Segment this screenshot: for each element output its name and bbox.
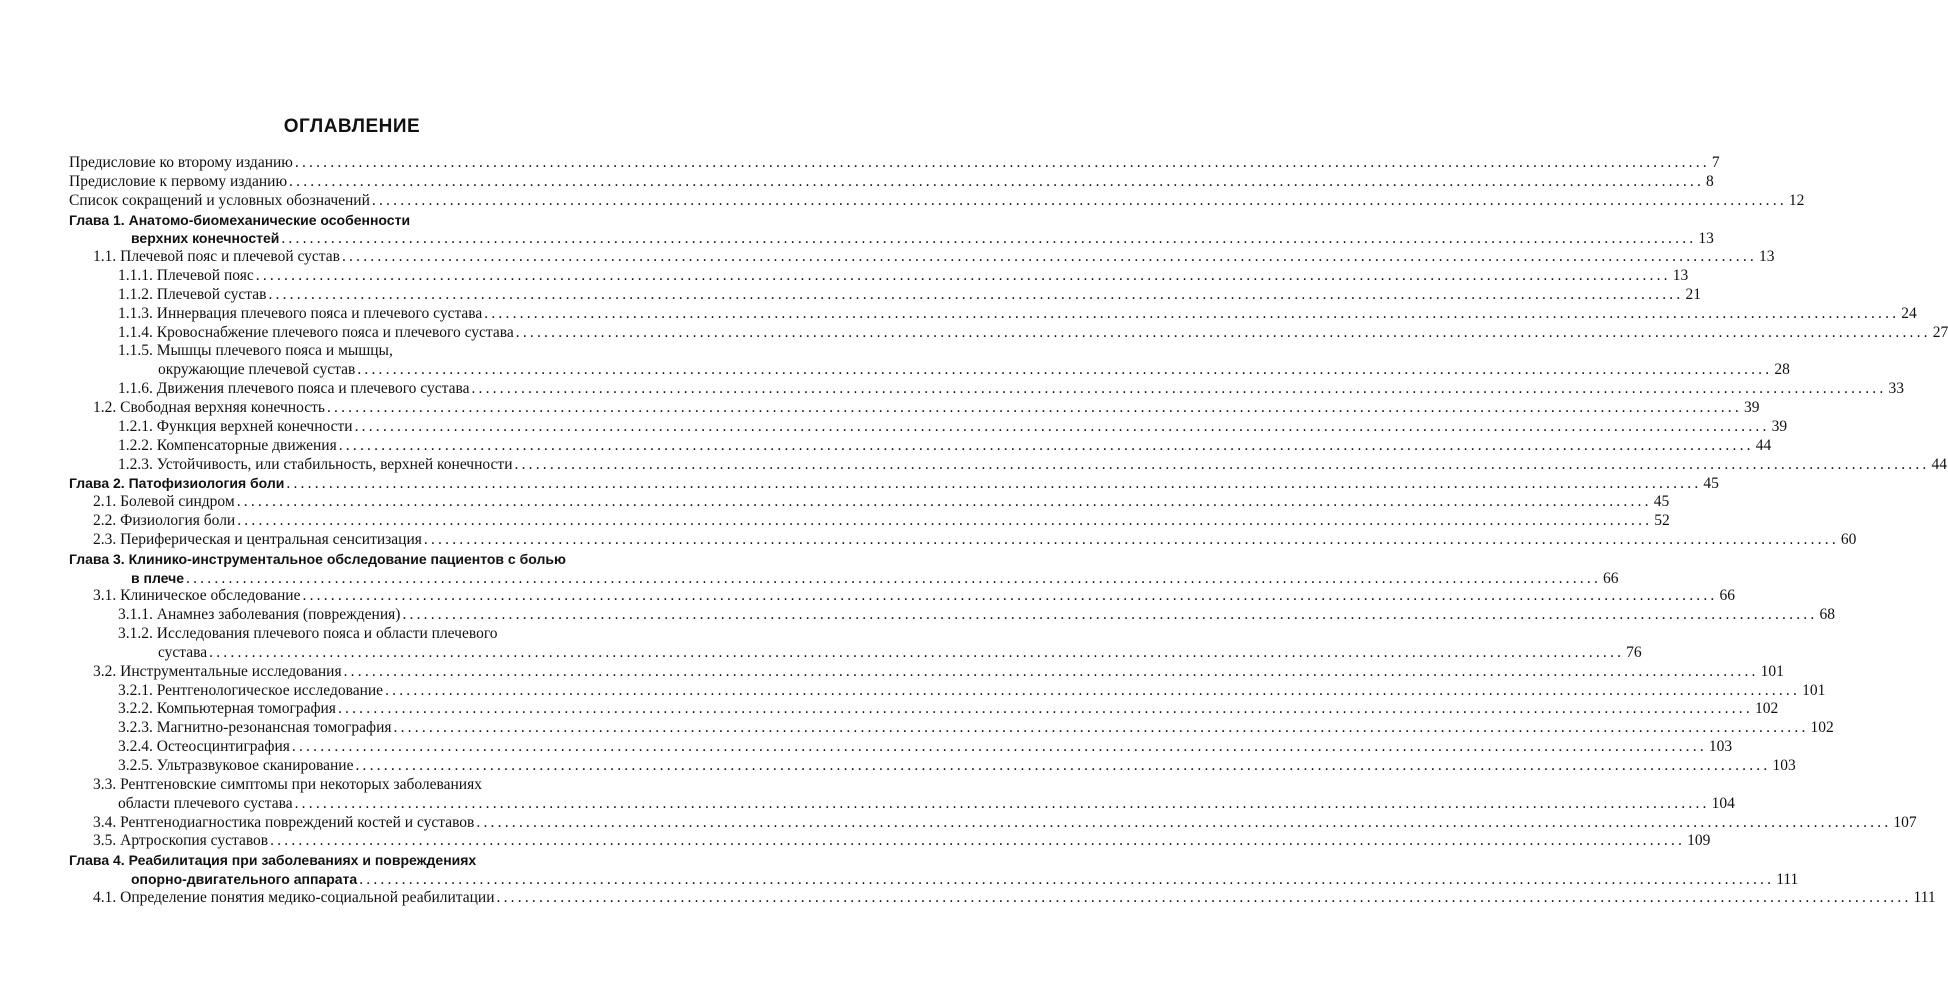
toc-page-number: 13 [1672,267,1689,285]
page-title: ОГЛАВЛЕНИЕ [283,116,421,137]
toc-entry-text: верхних конечностей [131,230,280,247]
toc-entry [0,813,1917,833]
toc-entry-text: 1.1.6. Движения плечевого пояса и плечевого сустава [118,380,470,398]
toc-page-number: 39 [1771,417,1788,435]
toc-entry-text: 3.2.2. Компьютерная томография [118,700,336,718]
toc-page-number: 104 [1711,794,1735,812]
dot-leader: ........................................................................................................................................................................................................ [402,606,1818,624]
toc-entry-text: 3.1. Клиническое обследование [93,587,301,605]
toc-entry [0,380,1904,399]
toc-entry-text: Предисловие к первому изданию [69,172,288,190]
toc-page-number: 7 [1711,154,1720,171]
toc-entry [0,211,704,230]
toc-entry [0,474,1719,493]
toc-page-number: 66 [1603,569,1619,587]
toc-entry-text: 1.2.2. Компенсаторные движения [118,436,337,454]
toc-entry-text: 3.1.1. Анамнез заболевания (повреждения) [118,606,401,624]
dot-leader: ........................................................................................................................................................................................................ [371,191,1787,209]
toc-entry [0,191,1805,211]
toc-entry [0,681,1826,701]
toc-entry-text: 3.1.2. Исследования плечевого пояса и области плечевого [118,625,498,643]
toc-page-number: 107 [1893,813,1917,831]
toc-entry [0,738,1733,757]
toc-entry [0,643,1642,663]
toc-page-number: 45 [1703,475,1719,493]
dot-leader: ........................................................................................................................................................................................................ [326,398,1742,416]
toc-entry-text: сустава [158,643,208,661]
dot-leader: ........................................................................................................................................................................................................ [393,719,1809,737]
dot-leader: ........................................................................................................................................................................................................ [302,587,1718,605]
toc-entry [0,587,1735,606]
toc-entry-text: 2.1. Болевой синдром [93,493,235,511]
toc-entry [0,851,704,870]
toc-entry [0,154,1720,173]
toc-entry-text: Глава 1. Анатомо-биомеханические особенности [69,211,411,228]
dot-leader: ........................................................................................................................................................................................................ [515,323,1931,341]
toc-entry [0,662,1784,682]
toc-entry [0,832,1711,851]
dot-leader: ........................................................................................................................................................................................................ [255,267,1671,285]
table-of-contents [0,154,1948,908]
dot-leader: ........................................................................................................................................................................................................ [209,643,1625,661]
toc-page-number: 76 [1626,643,1642,661]
toc-entry [0,606,1835,625]
toc-entry [0,248,1775,267]
toc-entry-text: области плечевого сустава [118,794,293,812]
dot-leader: ........................................................................................................................................................................................................ [496,888,1912,906]
toc-entry-text: Глава 4. Реабилитация при заболеваниях и повреждениях [69,852,477,869]
toc-entry [0,304,1917,324]
toc-entry [0,776,704,795]
dot-leader: ........................................................................................................................................................................................................ [359,871,1775,889]
dot-leader: ........................................................................................................................................................................................................ [476,813,1892,831]
toc-page-number: 44 [1755,436,1772,454]
toc-entry-text: 4.1. Определение понятия медико-социальной реабилитации [93,888,495,906]
toc-entry-text: 3.4. Рентгенодиагностика повреждений костей и суставов [93,813,475,831]
dot-leader: ........................................................................................................................................................................................................ [423,530,1839,548]
toc-page-number: 103 [1772,757,1796,774]
dot-leader: ........................................................................................................................................................................................................ [286,475,1702,493]
toc-page-number: 109 [1687,832,1711,850]
toc-entry-text: 1.1.5. Мышцы плечевого пояса и мышцы, [118,342,393,360]
toc-page-number: 111 [1776,871,1799,889]
toc-entry [0,493,1670,512]
toc-entry-text: Список сокращений и условных обозначений [69,191,370,209]
toc-page-number: 8 [1706,172,1714,190]
toc-page-number: 102 [1754,700,1779,718]
dot-leader: ........................................................................................................................................................................................................ [289,172,1705,190]
toc-page-number: 44 [1931,455,1947,473]
toc-page-number: 52 [1654,512,1670,530]
dot-leader: ........................................................................................................................................................................................................ [355,757,1771,774]
toc-entry-text: 1.1.4. Кровоснабжение плечевого пояса и плечевого сустава [118,323,514,341]
dot-leader: ........................................................................................................................................................................................................ [337,700,1753,718]
toc-entry-text: 1.1.3. Иннервация плечевого пояса и плечевого сустава [118,304,483,322]
dot-leader: ........................................................................................................................................................................................................ [471,380,1887,398]
toc-page-number: 45 [1653,493,1670,511]
toc-entry [0,285,1701,305]
toc-entry-text: 3.2. Инструментальные исследования [93,662,342,680]
toc-entry [0,436,1772,456]
toc-page-number: 101 [1760,662,1784,680]
toc-entry-text: Глава 2. Патофизиология боли [69,475,285,492]
toc-entry [0,700,1779,719]
toc-page-number: 28 [1774,361,1790,379]
toc-entry-text: Предисловие ко второму изданию [69,154,293,171]
dot-leader: ........................................................................................................................................................................................................ [357,361,1773,379]
toc-entry-text: опорно-двигательного аппарата [131,871,358,888]
toc-entry [0,530,1857,550]
toc-entry-text: 3.5. Артроскопия суставов [93,832,269,850]
toc-entry-text: 1.1.1. Плечевой пояс [118,267,254,285]
toc-entry-text: 1.2.1. Функция верхней конечности [118,417,353,435]
toc-entry-text: 1.1. Плечевой пояс и плечевой сустав [93,248,340,266]
toc-page-number: 111 [1913,888,1936,906]
toc-entry-text: 3.2.5. Ультразвуковое сканирование [118,757,354,774]
dot-leader: ........................................................................................................................................................................................................ [291,738,1707,756]
toc-page-number: 27 [1932,323,1948,341]
toc-entry-text: 2.2. Физиология боли [93,512,236,530]
toc-page-number: 12 [1788,191,1805,209]
toc-entry-text: 1.2.3. Устойчивость, или стабильность, верхней конечности [118,455,513,473]
dot-leader: ........................................................................................................................................................................................................ [237,512,1653,530]
toc-entry-text: в плече [131,569,185,586]
toc-entry-text: окружающие плечевой сустав [158,361,356,379]
toc-entry [0,888,1936,908]
toc-entry [0,323,1948,343]
toc-entry-text: 2.3. Периферическая и центральная сенситизация [93,530,422,548]
toc-entry [0,757,1796,776]
dot-leader: ........................................................................................................................................................................................................ [338,436,1754,454]
toc-entry-text: 3.3. Рентгеновские симптомы при некоторых заболеваниях [93,775,482,793]
toc-entry [0,625,704,644]
dot-leader: ........................................................................................................................................................................................................ [236,493,1652,511]
toc-entry [0,267,1689,286]
dot-leader: ........................................................................................................................................................................................................ [268,285,1684,303]
toc-entry-text: 1.1.2. Плечевой сустав [118,285,267,303]
toc-entry [0,229,1714,248]
toc-entry [0,569,1619,588]
toc-entry [0,417,1788,437]
toc-entry-text: 3.2.3. Магнитно-резонансная томография [118,719,392,737]
toc-page-number: 24 [1901,304,1917,322]
toc-entry-text: 3.2.1. Рентгенологическое исследование [118,681,384,699]
dot-leader: ........................................................................................................................................................................................................ [484,304,1900,322]
toc-entry-text: 3.2.4. Остеосцинтиграфия [118,738,290,756]
toc-page-number: 13 [1698,230,1714,248]
dot-leader: ........................................................................................................................................................................................................ [281,230,1697,248]
dot-leader: ........................................................................................................................................................................................................ [294,154,1710,171]
toc-entry [0,512,1670,531]
dot-leader: ........................................................................................................................................................................................................ [354,417,1770,435]
dot-leader: ........................................................................................................................................................................................................ [341,248,1757,266]
toc-entry-text: 1.2. Свободная верхняя конечность [93,398,325,416]
dot-leader: ........................................................................................................................................................................................................ [343,662,1759,680]
toc-page-number: 66 [1719,587,1735,605]
toc-entry [0,361,1790,380]
toc-entry [0,550,704,569]
toc-page-number: 33 [1888,380,1904,398]
toc-page-number: 68 [1819,606,1835,624]
toc-entry [0,870,1799,889]
toc-entry [0,794,1735,814]
toc-page-number: 103 [1708,738,1733,756]
toc-entry [0,719,1834,738]
toc-page-number: 101 [1802,681,1826,699]
toc-entry [0,398,1760,418]
toc-page-number: 21 [1685,285,1701,303]
dot-leader: ........................................................................................................................................................................................................ [514,455,1930,473]
toc-page-number: 39 [1743,398,1760,416]
dot-leader: ........................................................................................................................................................................................................ [385,681,1801,699]
dot-leader: ........................................................................................................................................................................................................ [270,832,1686,850]
toc-page-number: 13 [1758,248,1775,266]
toc-entry [0,455,1947,475]
dot-leader: ........................................................................................................................................................................................................ [294,794,1710,812]
dot-leader: ........................................................................................................................................................................................................ [186,569,1602,587]
toc-entry [0,172,1714,192]
toc-page-number: 60 [1840,530,1857,548]
toc-page-number: 102 [1810,719,1834,737]
toc-entry-text: Глава 3. Клинико-инструментальное обследование пациентов с болью [69,550,566,567]
toc-entry [0,342,704,361]
